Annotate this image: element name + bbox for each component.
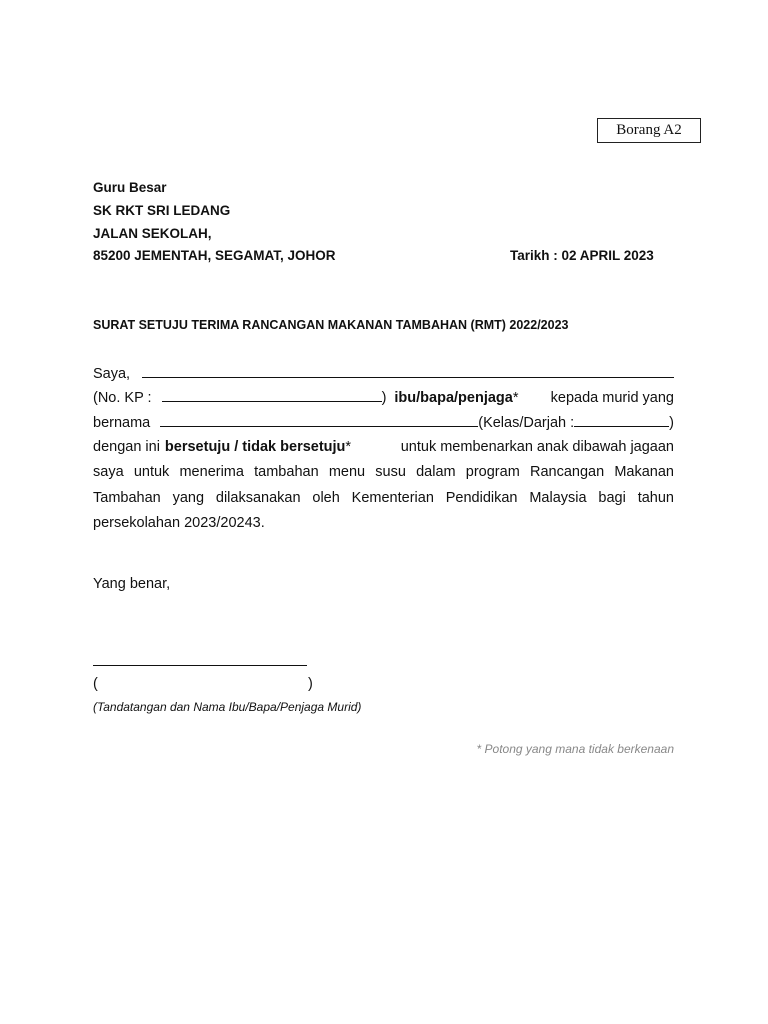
untuk-text: untuk membenarkan anak dibawah jagaan	[400, 439, 674, 455]
body-line-3	[93, 414, 674, 431]
body-line-2	[93, 389, 674, 406]
footnote: * Potong yang mana tidak berkenaan	[476, 742, 674, 756]
form-code-box	[597, 118, 701, 143]
dengan-ini-text: dengan ini	[93, 439, 160, 455]
kelas-label: (Kelas/Darjah :	[478, 415, 575, 431]
recipient-title: Guru Besar	[93, 180, 167, 195]
signature-caption: (Tandatangan dan Nama Ibu/Bapa/Penjaga Murid)	[93, 700, 362, 714]
kepada-text: kepada murid yang	[550, 390, 674, 406]
student-name-blank[interactable]	[160, 414, 478, 427]
no-kp-label: (No. KP :	[93, 390, 152, 406]
name-blank[interactable]	[142, 365, 674, 378]
class-blank[interactable]	[574, 414, 669, 427]
recipient-school: SK RKT SRI LEDANG	[93, 203, 231, 218]
body-line-6: Tambahan yang dilaksanakan oleh Kementerian Pendidikan Malaysia bagi tahun	[93, 490, 674, 506]
recipient-postcode-city: 85200 JEMENTAH, SEGAMAT, JOHOR	[93, 248, 336, 263]
closing-text: Yang benar,	[93, 576, 171, 592]
letter-subject: SURAT SETUJU TERIMA RANCANGAN MAKANAN TAMBAHAN (RMT) 2022/2023	[93, 318, 569, 332]
body-line-5: saya untuk menerima tambahan menu susu dalam program Rancangan Makanan	[93, 464, 674, 480]
recipient-street: JALAN SEKOLAH,	[93, 226, 212, 241]
role-text: ibu/bapa/penjaga	[394, 390, 513, 406]
letter-date: Tarikh : 02 APRIL 2023	[510, 248, 654, 263]
bernama-label: bernama	[93, 415, 151, 431]
form-code-label: Borang A2	[616, 122, 682, 138]
body-line-4	[93, 439, 674, 455]
signature-line[interactable]	[93, 665, 307, 666]
consent-asterisk: *	[345, 439, 352, 455]
saya-label: Saya,	[93, 366, 131, 382]
kelas-close: )	[669, 415, 674, 431]
body-line-1	[93, 365, 674, 382]
signature-paren-open: (	[93, 676, 98, 692]
role-asterisk: *	[512, 390, 519, 406]
signature-paren-close: )	[308, 676, 313, 692]
consent-options: bersetuju / tidak bersetuju	[164, 439, 346, 455]
ic-number-blank[interactable]	[162, 389, 382, 402]
no-kp-close: )	[381, 390, 387, 406]
body-line-7: persekolahan 2023/20243.	[93, 515, 265, 531]
